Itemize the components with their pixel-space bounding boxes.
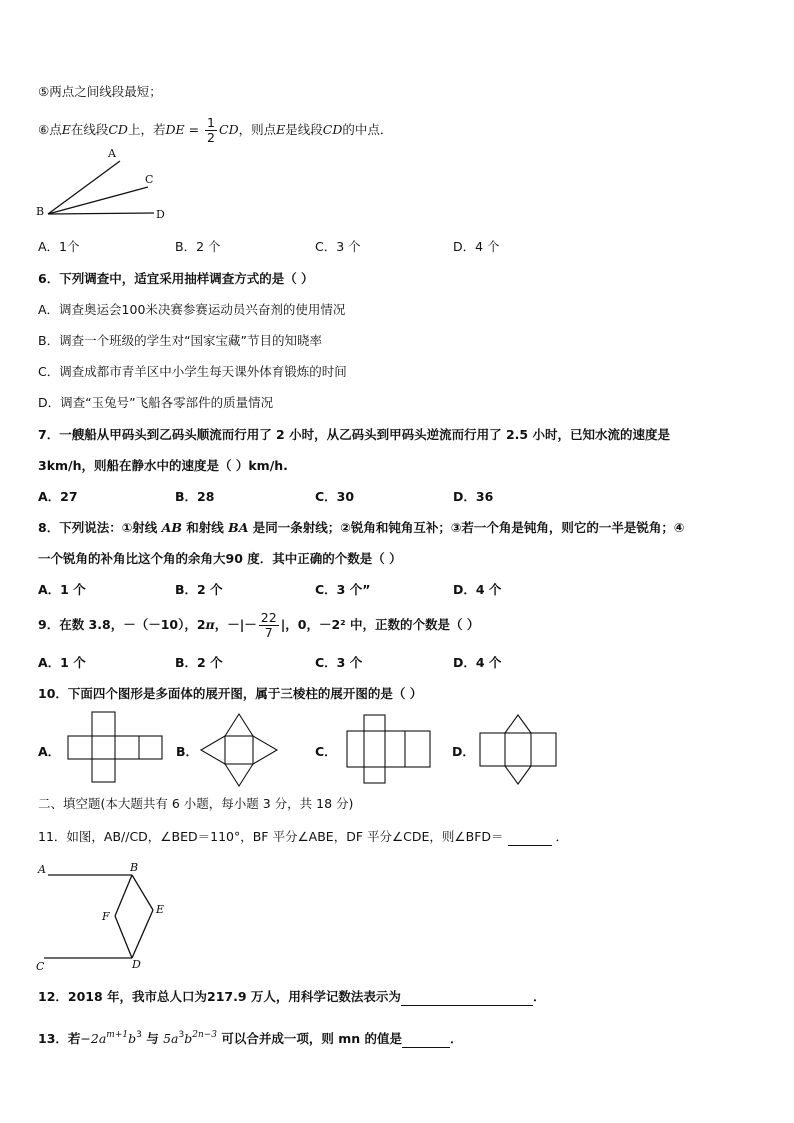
text-frag: 是同一条射线；②锐角和钝角互补；③若一个角是钝角，则它的一半是锐角；④ (248, 520, 685, 535)
text-frag: 12．2018 年，我市总人口为217.9 万人，用科学记数法表示为 (38, 989, 401, 1004)
q6-option-b: B．调查一个班级的学生对“国家宝藏”节目的知晓率 (38, 333, 323, 348)
text-frag: ⑥点 (38, 122, 62, 137)
text-frag: 11．如图，AB//CD，∠BED＝110°，BF 平分∠ABE，DF 平分∠CDE，则∠BFD＝ (38, 829, 504, 844)
net-c-strip (347, 731, 430, 767)
var-cd: CD (219, 122, 239, 137)
text-frag: ． (532, 989, 546, 1004)
net-c (344, 712, 434, 786)
q5-item5: ⑤两点之间线段最短； (38, 84, 162, 99)
var-de: DE (165, 122, 185, 137)
option-d: D．36 (453, 489, 494, 504)
text-frag: 上，若 (127, 122, 166, 137)
q10-stem: 10．下面四个图形是多面体的展开图，属于三棱柱的展开图的是（ ） (38, 686, 423, 701)
segment-ed (132, 910, 153, 958)
label-c: C (145, 173, 154, 186)
q6-stem: 6．下列调查中，适宜采用抽样调查方式的是（ ） (38, 271, 314, 286)
net-b-right (253, 736, 277, 764)
label-b: B (130, 861, 139, 874)
q6-option-c: C．调查成都市青羊区中小学生每天课外体育锻炼的时间 (38, 364, 347, 379)
label-a: A (38, 863, 46, 876)
option-b: B．2 个 (175, 582, 223, 597)
q10-label-d: D． (452, 744, 475, 759)
net-d-top (505, 715, 531, 733)
option-c: C．3 个” (315, 582, 371, 597)
q13-stem (38, 1026, 463, 1048)
term-4: b (184, 1031, 193, 1046)
pi-symbol: π (205, 617, 215, 632)
q6-option-d: D．调查“玉兔号”飞船各零部件的质量情况 (38, 395, 274, 410)
option-b: B．2 个 (175, 655, 223, 670)
option-c: C．3 个 (315, 655, 363, 670)
frac-num: 1 (207, 115, 215, 130)
q8-line1 (38, 519, 685, 537)
term-3: 5a (163, 1031, 179, 1046)
var-e: E (61, 122, 71, 137)
text-frag: ，则点 (238, 122, 277, 137)
q12-stem (38, 988, 545, 1006)
term-1: −2a (80, 1031, 107, 1046)
segment-fd (115, 916, 132, 958)
q10-label-a: A． (38, 744, 61, 759)
var-cd: CD (322, 122, 343, 137)
option-c: C．3 个 (315, 239, 361, 254)
q7-options (38, 488, 758, 506)
q9-stem (38, 611, 479, 640)
text-frag: 在线段 (70, 122, 109, 137)
label-f: F (102, 910, 110, 923)
ray-bd (48, 213, 154, 214)
exp-3: 3 (178, 1030, 185, 1040)
exp-4: 2n−3 (192, 1030, 218, 1040)
text-frag: 9．在数 3.8，－（－10），2 (38, 617, 206, 632)
net-d-bottom (505, 766, 531, 784)
text-frag: 的中点． (342, 122, 393, 137)
q8-options (38, 581, 758, 599)
text-frag: 和射线 (181, 520, 229, 535)
net-c-column (364, 715, 385, 783)
segment-bf (115, 875, 132, 916)
option-d: D．4 个 (453, 582, 502, 597)
option-a: A．1 个 (38, 582, 86, 597)
label-d: D (132, 958, 141, 971)
q5-options (38, 238, 758, 256)
segment-be (132, 875, 153, 910)
text-frag: 是线段 (285, 122, 323, 137)
option-b: B．28 (175, 489, 215, 504)
answer-blank (402, 1033, 450, 1048)
frac-num: 22 (260, 610, 277, 625)
answer-blank (508, 831, 552, 846)
text-frag: ． (450, 1031, 463, 1046)
fraction-22-7 (259, 611, 279, 640)
var-e: E (276, 122, 286, 137)
q8-line2: 一个锐角的补角比这个角的余角大90 度．其中正确的个数是（ ） (38, 551, 402, 566)
text-frag: 8．下列说法：①射线 (38, 520, 162, 535)
text-frag: |，0，－2² 中，正数的个数是（ ） (280, 617, 480, 632)
q6-option-a: A．调查奥运会100米决赛参赛运动员兴奋剂的使用情况 (38, 302, 346, 317)
var-cd: CD (108, 122, 128, 137)
q7-line1: 7．一艘船从甲码头到乙码头顺流而行用了 2 小时，从乙码头到甲码头逆流而行用了 2.5 小时，已知水流的速度是 (38, 427, 670, 442)
text-frag: 可以合并成一项，则 mn 的值是 (217, 1031, 403, 1046)
label-d: D (156, 208, 165, 221)
label-e: E (156, 903, 165, 916)
label-c: C (36, 960, 45, 973)
label-a: A (108, 147, 116, 160)
exp-1: m+1 (106, 1030, 129, 1040)
text-frag: 13．若 (38, 1031, 81, 1046)
frac-den: 2 (207, 130, 215, 145)
option-d: D．4 个 (453, 239, 500, 254)
section2-heading: 二、填空题(本大题共有 6 小题，每小题 3 分，共 18 分) (38, 796, 354, 811)
option-d: D．4 个 (453, 655, 502, 670)
net-a-column (92, 712, 115, 782)
net-d-strip (480, 733, 556, 766)
text-frag: 与 (141, 1031, 164, 1046)
option-a: A．1 个 (38, 655, 86, 670)
net-b (200, 712, 280, 788)
q10-label-b: B． (176, 744, 199, 759)
answer-blank (401, 991, 533, 1006)
option-c: C．30 (315, 489, 355, 504)
frac-den: 7 (264, 625, 273, 640)
text-frag: ． (555, 829, 569, 844)
q7-line2: 3km/h，则船在静水中的速度是（ ）km/h. (38, 458, 288, 473)
ray-bc (48, 187, 148, 214)
option-a: A．27 (38, 489, 78, 504)
net-b-bottom (225, 764, 253, 786)
net-a (68, 712, 168, 784)
fraction-half (205, 116, 217, 145)
net-b-base (225, 736, 253, 764)
text-frag: = (184, 122, 204, 137)
option-a: A．1个 (38, 239, 80, 254)
ray-ba (48, 161, 120, 214)
exp-2: 3 (136, 1030, 142, 1040)
q10-label-c: C． (315, 744, 337, 759)
var-ab: AB (161, 520, 182, 535)
net-d (478, 712, 560, 788)
term-2: b (128, 1031, 137, 1046)
net-b-left (201, 736, 225, 764)
var-ba: BA (228, 520, 249, 535)
q11-stem (38, 828, 568, 846)
angle-figure (30, 145, 180, 225)
q9-options (38, 654, 758, 672)
parallel-lines-figure (36, 860, 176, 976)
text-frag: ，－|－ (214, 617, 257, 632)
label-b: B (36, 205, 45, 218)
net-b-top (225, 714, 253, 736)
q5-item6 (38, 116, 392, 145)
option-b: B．2 个 (175, 239, 221, 254)
